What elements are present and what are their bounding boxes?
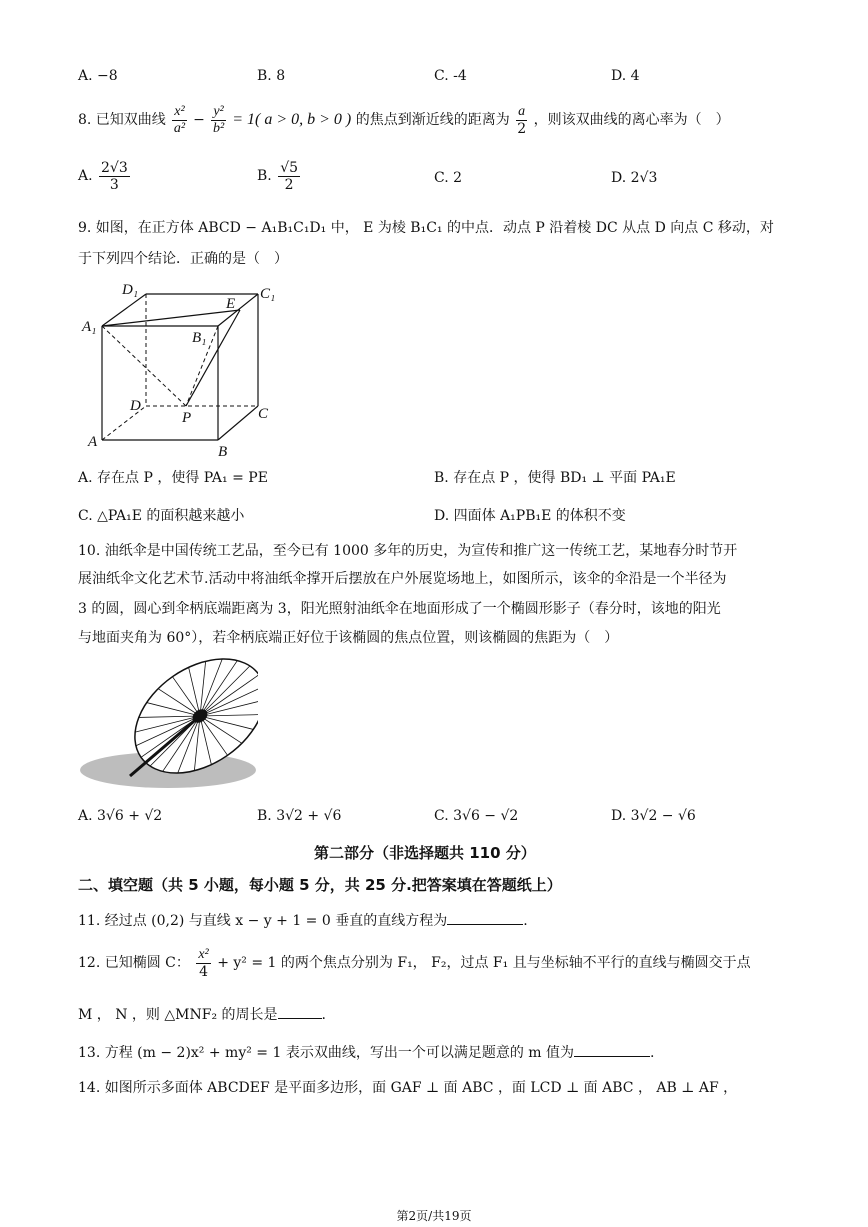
label-D1: D₁ [122, 282, 139, 298]
question-8: 8. 已知双曲线 $\frac{\text{x²}}{\text{a²}}$ − $\frac{\text{y²}}{\text{b²}}$ = 1( a > 0, b > 0 ) 的焦点到渐近线的距离为 $\frac{a}{2}$ ，则该双曲线的离心率为（ ） [78, 103, 730, 137]
q10-option-a: A. 3√6 + √2 [78, 808, 163, 824]
q7-option-b: B. 8 [257, 68, 286, 84]
q8-suffix: ，则该双曲线的离心率为（ ） [533, 112, 730, 128]
q10-line-2: 展油纸伞文化艺术节.活动中将油纸伞撑开后摆放在户外展览场地上，如图所示，该伞的伞沿是一个半径为 [78, 571, 727, 587]
question-11: 11. 经过点 (0,2) 与直线 x − y + 1 = 0 垂直的直线方程为 . [78, 913, 528, 929]
q7-option-a: A. −8 [78, 68, 118, 84]
label-B1: B₁ [192, 330, 207, 346]
q7-option-c: C. -4 [434, 68, 467, 84]
q8-option-a: A. $\frac{2√3}{3}$ [78, 159, 128, 193]
q10-line-1: 10. 油纸伞是中国传统工艺品，至今已有 1000 多年的历史，为宣传和推广这一传统工艺，某地春分时节开 [78, 543, 738, 559]
q9-option-a: A. 存在点 P ，使得 PA₁ = PE [78, 470, 268, 486]
page-footer: 第2页/共19页 [396, 1209, 472, 1223]
q9-option-b: B. 存在点 P ，使得 BD₁ ⊥ 平面 PA₁E [434, 470, 676, 486]
cube-figure [78, 278, 298, 458]
q8-fraction-a2: $\frac{a}{2}$ [517, 103, 527, 137]
q8-fraction-y: $\frac{\text{y²}}{\text{b²}}$ [212, 103, 225, 136]
q10-option-c: C. 3√6 − √2 [434, 808, 519, 824]
q8-option-b: B. $\frac{√5}{2}$ [257, 159, 299, 193]
umbrella-figure [78, 658, 258, 790]
q8-option-c: C. 2 [434, 170, 463, 186]
label-E: E [226, 296, 236, 312]
question-12-line-2: M ， N ，则 △MNF₂ 的周长是 . [78, 1007, 326, 1023]
q7-option-d: D. 4 [611, 68, 640, 84]
label-D: D [130, 398, 141, 414]
label-A1: A₁ [82, 319, 97, 335]
q10-option-d: D. 3√2 − √6 [611, 808, 696, 824]
part2-title: 第二部分（非选择题共 110 分） [314, 844, 536, 862]
question-14: 14. 如图所示多面体 ABCDEF 是平面多边形，面 GAF ⊥ 面 ABC ，面 LCD ⊥ 面 ABC ， AB ⊥ AF ， [78, 1080, 738, 1096]
q8-mid: 的焦点到渐近线的距离为 [355, 112, 510, 128]
q9-line-2: 于下列四个结论．正确的是（ ） [78, 251, 288, 267]
label-B: B [218, 444, 228, 458]
q8-fraction-x: $\frac{\text{x²}}{\text{a²}}$ [173, 103, 186, 136]
q8-prefix: 8. 已知双曲线 [78, 112, 166, 128]
q9-option-c: C. △PA₁E 的面积越来越小 [78, 508, 245, 524]
q10-line-4: 与地面夹角为 60°），若伞柄底端正好位于该椭圆的焦点位置，则该椭圆的焦距为（ ） [78, 630, 619, 646]
label-P: P [182, 410, 192, 426]
segment-A1P [102, 326, 186, 406]
section2-title: 二、填空题（共 5 小题，每小题 5 分，共 25 分.把答案填在答题纸上） [78, 876, 562, 894]
segment-EP [186, 310, 240, 406]
q9-line-1: 9. 如图，在正方体 ABCD − A₁B₁C₁D₁ 中， E 为棱 B₁C₁ 的中点．动点 P 沿着棱 DC 从点 D 向点 C 移动，对 [78, 220, 774, 236]
segment-A1E [102, 310, 240, 326]
label-C1: C₁ [260, 286, 276, 302]
q8-option-d: D. 2√3 [611, 170, 658, 186]
label-C: C [258, 406, 269, 422]
question-12: 12. 已知椭圆 C： $\frac{\text{x²}}{4}$ + y² = 1 的两个焦点分别为 F₁， F₂，过点 F₁ 且与坐标轴不平行的直线与椭圆交于点 [78, 946, 751, 980]
label-A: A [88, 434, 98, 450]
edge-BC [218, 406, 258, 440]
question-13: 13. 方程 (m − 2)x² + my² = 1 表示双曲线，写出一个可以满足题意的 m 值为 . [78, 1045, 655, 1061]
q10-option-b: B. 3√2 + √6 [257, 808, 342, 824]
q10-line-3: 3 的圆，圆心到伞柄底端距离为 3，阳光照射油纸伞在地面形成了一个椭圆形影子（春分时，该地的阳光 [78, 601, 721, 617]
q9-option-d: D. 四面体 A₁PB₁E 的体积不变 [434, 508, 626, 524]
